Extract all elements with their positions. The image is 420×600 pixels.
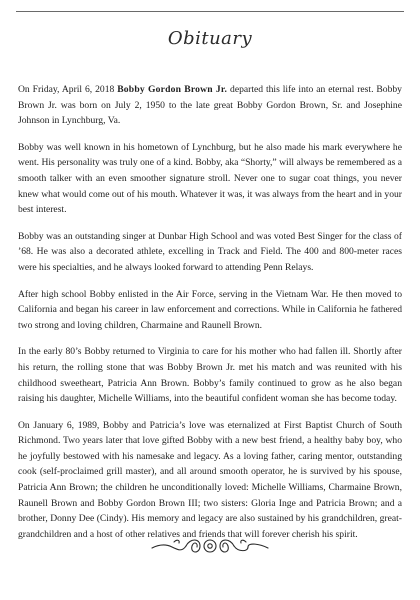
paragraph-1 bbox=[18, 82, 402, 129]
paragraph-6: On January 6, 1989, Bobby and Patricia’s love was eternalized at First Baptist Church of South Richmond. Two years later that love gifted Bobby with a new best friend, a healthy baby boy, who he joyfully bestowed with his namesake and legacy. As a loving father, caring mentor, outstanding cook (self-proclaimed grill master), and all around smooth operator, he is survived by his spouse, Patricia Ann Brown; the children he unconditionally loved: Michelle Williams, Charmaine Brown, Raunell Brown and Bobby Gordon Brown III; two sisters: Gloria Inge and Patricia Brown; and a brother, Donny Dee (Cindy). His memory and legacy are also sustained by his grandchildren, great-grandchildren and a host of other relatives and friends that will forever cherish his spirit. bbox=[18, 419, 402, 540]
obituary-body bbox=[18, 82, 402, 553]
scroll-flourish-icon bbox=[150, 532, 270, 560]
page-title: Obituary bbox=[167, 28, 253, 49]
paragraph-5: In the early 80’s Bobby returned to Virginia to care for his mother who had fallen ill. Shortly after his return, the rolling stone that was Bobby Brown Jr. met his match and was reunited with his childhood sweetheart, Patricia Ann Brown. Bobby’s family continued to grow as he also began raising his daughter, Michelle Williams, into the beautiful confident woman she has become today. bbox=[18, 346, 402, 405]
paragraph-1-text: departed this life into an eternal rest. Bobby Brown Jr. was born on July 2, 1950 to the late great Bobby Gordon Brown, Sr. and Josephine Johnson in Lynchburg, Va. bbox=[18, 84, 402, 127]
paragraph-1-lead: On Friday, April 6, 2018 bbox=[18, 84, 118, 95]
paragraph-4: After high school Bobby enlisted in the Air Force, serving in the Vietnam War. He then moved to California and began his career in law enforcement and corrections. While in California he fathered two strong and loving children, Charmaine and Raunell Brown. bbox=[18, 288, 402, 331]
paragraph-3: Bobby was an outstanding singer at Dunbar High School and was voted Best Singer for the class of ’68. He was also a decorated athlete, excelling in Track and Field. The 400 and 800-meter races were his specialties, and he always looked forward to attending Penn Relays. bbox=[18, 230, 402, 273]
header-rule bbox=[16, 11, 404, 12]
deceased-name: Bobby Gordon Brown Jr. bbox=[117, 84, 228, 95]
paragraph-2: Bobby was well known in his hometown of Lynchburg, but he also made his mark everywhere he went. His personality was truly one of a kind. Bobby, aka “Shorty,” will always be remembered as a smooth talker with an even smoother signature stroll. Never one to sugar coat things, you never knew what would come out of his mouth. Whatever it was, it was always from the heart and in your best interest. bbox=[18, 141, 402, 216]
